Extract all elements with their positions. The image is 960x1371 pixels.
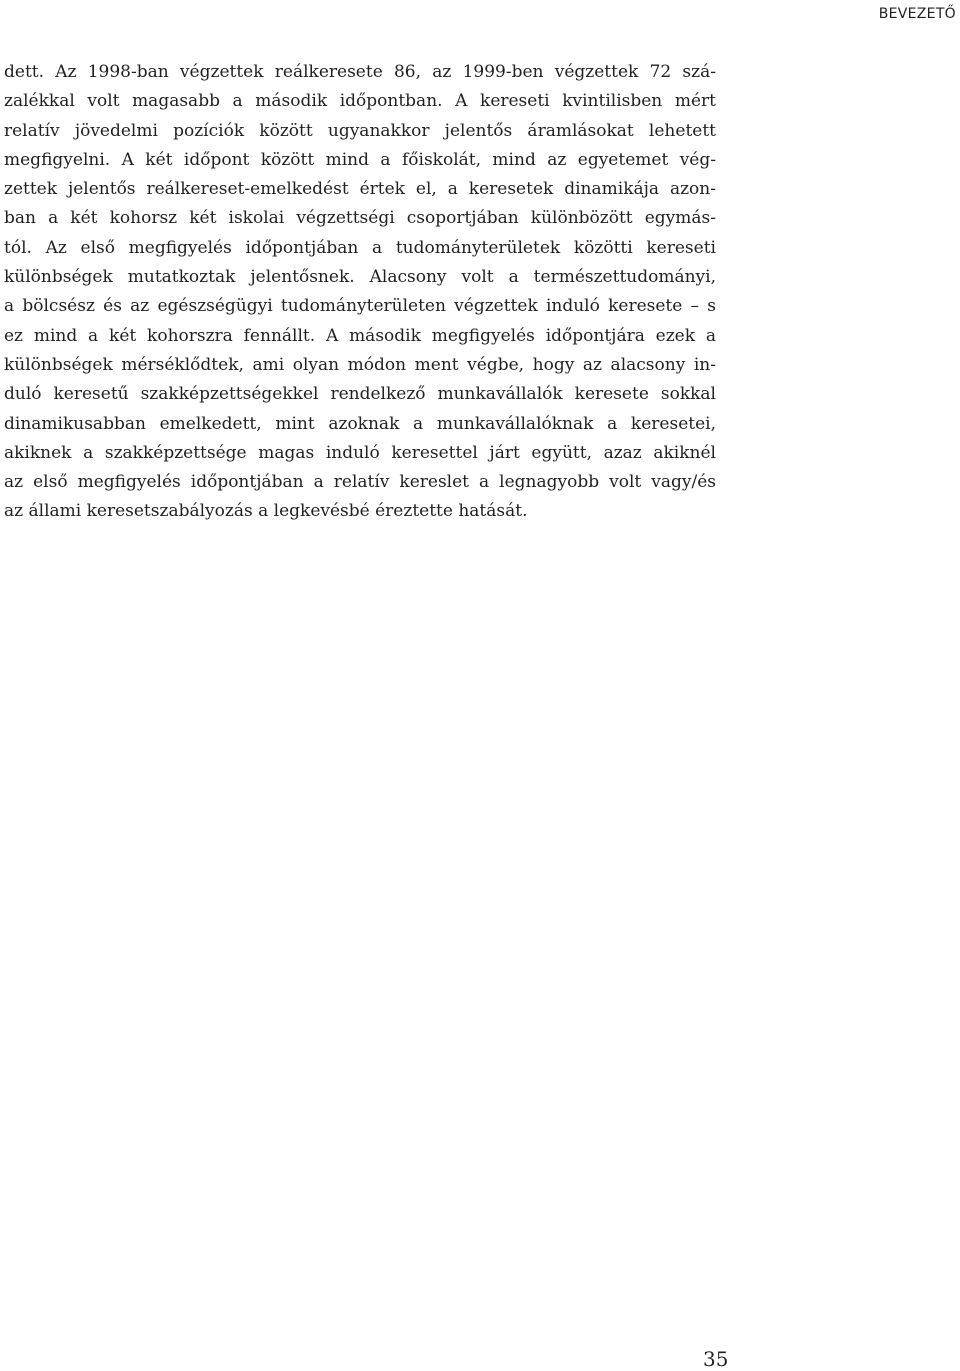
text-line: tól. Az első megfigyelés időpontjában a tudományterületek közötti kereseti bbox=[4, 237, 716, 258]
running-header: BEVEZETŐ bbox=[878, 6, 956, 22]
text-line: különbségek mérséklődtek, ami olyan módon ment végbe, hogy az alacsony in- bbox=[4, 354, 716, 375]
text-line: megfigyelni. A két időpont között mind a főiskolát, mind az egyetemet vég- bbox=[4, 149, 716, 170]
text-line: dett. Az 1998-ban végzettek reálkeresete 86, az 1999-ben végzettek 72 szá- bbox=[4, 62, 716, 82]
text-line: relatív jövedelmi pozíciók között ugyanakkor jelentős áramlásokat lehetett bbox=[4, 120, 716, 141]
text-line: zettek jelentős reálkereset-emelkedést értek el, a keresetek dinamikája azon- bbox=[4, 179, 716, 200]
text-line: ez mind a két kohorszra fennállt. A második megfigyelés időpontjára ezek a bbox=[4, 325, 716, 346]
text-line: ban a két kohorsz két iskolai végzettségi csoportjában különbözött egymás- bbox=[4, 208, 716, 229]
text-line: zalékkal volt magasabb a második időpontban. A kereseti kvintilisben mért bbox=[4, 91, 716, 112]
page-number: 35 bbox=[703, 1347, 729, 1371]
text-line: akiknek a szakképzettsége magas induló keresettel járt együtt, azaz akiknél bbox=[4, 442, 716, 463]
body-paragraph bbox=[4, 58, 716, 527]
text-line: a bölcsész és az egészségügyi tudományterületen végzettek induló keresete – s bbox=[4, 296, 716, 317]
text-line: dinamikusabban emelkedett, mint azoknak a munkavállalóknak a keresetei, bbox=[4, 413, 716, 434]
text-line: az első megfigyelés időpontjában a relatív kereslet a legnagyobb volt vagy/és bbox=[4, 472, 716, 493]
text-line: az állami keresetszabályozás a legkevésbé éreztette hatását. bbox=[4, 501, 528, 522]
text-line: különbségek mutatkoztak jelentősnek. Alacsony volt a természettudományi, bbox=[4, 267, 716, 288]
text-line: duló keresetű szakképzettségekkel rendelkező munkavállalók keresete sokkal bbox=[4, 384, 716, 405]
